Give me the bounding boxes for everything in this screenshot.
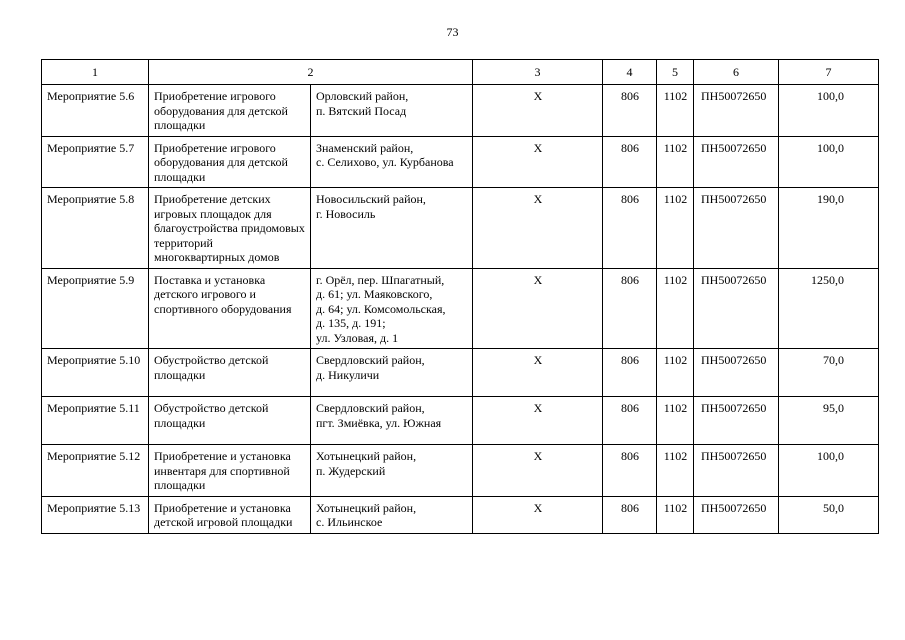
cell-event: Мероприятие 5.13 — [42, 496, 149, 533]
table-row — [42, 136, 879, 188]
cell-code: ПН50072650 — [694, 85, 779, 137]
cell-location: г. Орёл, пер. Шпагатный, д. 61; ул. Маяковского, д. 64; ул. Комсомольская, д. 135, д. 191; ул. Узловая, д. 1 — [311, 268, 473, 349]
cell-amount: 95,0 — [779, 397, 879, 445]
cell-col4: 806 — [603, 349, 657, 397]
cell-col5: 1102 — [657, 349, 694, 397]
cell-col3: Х — [473, 496, 603, 533]
cell-col5: 1102 — [657, 136, 694, 188]
table-row — [42, 397, 879, 445]
cell-col4: 806 — [603, 268, 657, 349]
header-col-2: 2 — [149, 60, 473, 85]
cell-description: Приобретение игрового оборудования для детской площадки — [149, 85, 311, 137]
cell-col4: 806 — [603, 85, 657, 137]
cell-amount: 100,0 — [779, 136, 879, 188]
cell-col4: 806 — [603, 188, 657, 269]
cell-description: Приобретение и установка детской игровой площадки — [149, 496, 311, 533]
cell-code: ПН50072650 — [694, 136, 779, 188]
cell-code: ПН50072650 — [694, 188, 779, 269]
cell-description: Обустройство детской площадки — [149, 349, 311, 397]
header-col-7: 7 — [779, 60, 879, 85]
cell-col5: 1102 — [657, 496, 694, 533]
cell-col4: 806 — [603, 397, 657, 445]
cell-description: Обустройство детской площадки — [149, 397, 311, 445]
cell-col3: Х — [473, 188, 603, 269]
table-header-row — [42, 60, 879, 85]
page-number: 73 — [446, 25, 459, 39]
cell-col5: 1102 — [657, 188, 694, 269]
cell-location: Хотынецкий район, с. Ильинское — [311, 496, 473, 533]
cell-code: ПН50072650 — [694, 397, 779, 445]
header-col-1: 1 — [42, 60, 149, 85]
cell-description: Приобретение и установка инвентаря для спортивной площадки — [149, 445, 311, 497]
cell-event: Мероприятие 5.10 — [42, 349, 149, 397]
cell-col4: 806 — [603, 136, 657, 188]
cell-col4: 806 — [603, 445, 657, 497]
cell-col3: Х — [473, 397, 603, 445]
table-row — [42, 349, 879, 397]
cell-event: Мероприятие 5.12 — [42, 445, 149, 497]
cell-code: ПН50072650 — [694, 268, 779, 349]
cell-amount: 50,0 — [779, 496, 879, 533]
cell-location: Новосильский район, г. Новосиль — [311, 188, 473, 269]
cell-col3: Х — [473, 349, 603, 397]
cell-event: Мероприятие 5.11 — [42, 397, 149, 445]
header-col-6: 6 — [694, 60, 779, 85]
cell-code: ПН50072650 — [694, 445, 779, 497]
cell-location: Свердловский район, д. Никуличи — [311, 349, 473, 397]
cell-code: ПН50072650 — [694, 496, 779, 533]
cell-event: Мероприятие 5.9 — [42, 268, 149, 349]
cell-description: Приобретение игрового оборудования для детской площадки — [149, 136, 311, 188]
cell-amount: 100,0 — [779, 445, 879, 497]
cell-col4: 806 — [603, 496, 657, 533]
cell-event: Мероприятие 5.7 — [42, 136, 149, 188]
cell-col5: 1102 — [657, 445, 694, 497]
header-col-5: 5 — [657, 60, 694, 85]
table-row — [42, 188, 879, 269]
header-col-3: 3 — [473, 60, 603, 85]
cell-location: Знаменский район, с. Селихово, ул. Курбанова — [311, 136, 473, 188]
cell-description: Поставка и установка детского игрового и спортивного оборудования — [149, 268, 311, 349]
cell-amount: 1250,0 — [779, 268, 879, 349]
cell-col3: Х — [473, 268, 603, 349]
cell-col5: 1102 — [657, 85, 694, 137]
cell-col5: 1102 — [657, 268, 694, 349]
table-row — [42, 445, 879, 497]
table-body — [42, 85, 879, 534]
cell-amount: 70,0 — [779, 349, 879, 397]
table-row — [42, 268, 879, 349]
cell-amount: 100,0 — [779, 85, 879, 137]
cell-amount: 190,0 — [779, 188, 879, 269]
cell-location: Орловский район, п. Вятский Посад — [311, 85, 473, 137]
cell-description: Приобретение детских игровых площадок для благоустройства придомовых территорий многоквартирных домов — [149, 188, 311, 269]
table-row — [42, 496, 879, 533]
cell-code: ПН50072650 — [694, 349, 779, 397]
table-row — [42, 85, 879, 137]
cell-location: Свердловский район, пгт. Змиёвка, ул. Южная — [311, 397, 473, 445]
header-col-4: 4 — [603, 60, 657, 85]
cell-col3: Х — [473, 136, 603, 188]
cell-col3: Х — [473, 85, 603, 137]
cell-col3: Х — [473, 445, 603, 497]
cell-event: Мероприятие 5.8 — [42, 188, 149, 269]
document-table — [41, 59, 879, 534]
cell-col5: 1102 — [657, 397, 694, 445]
cell-event: Мероприятие 5.6 — [42, 85, 149, 137]
cell-location: Хотынецкий район, п. Жудерский — [311, 445, 473, 497]
